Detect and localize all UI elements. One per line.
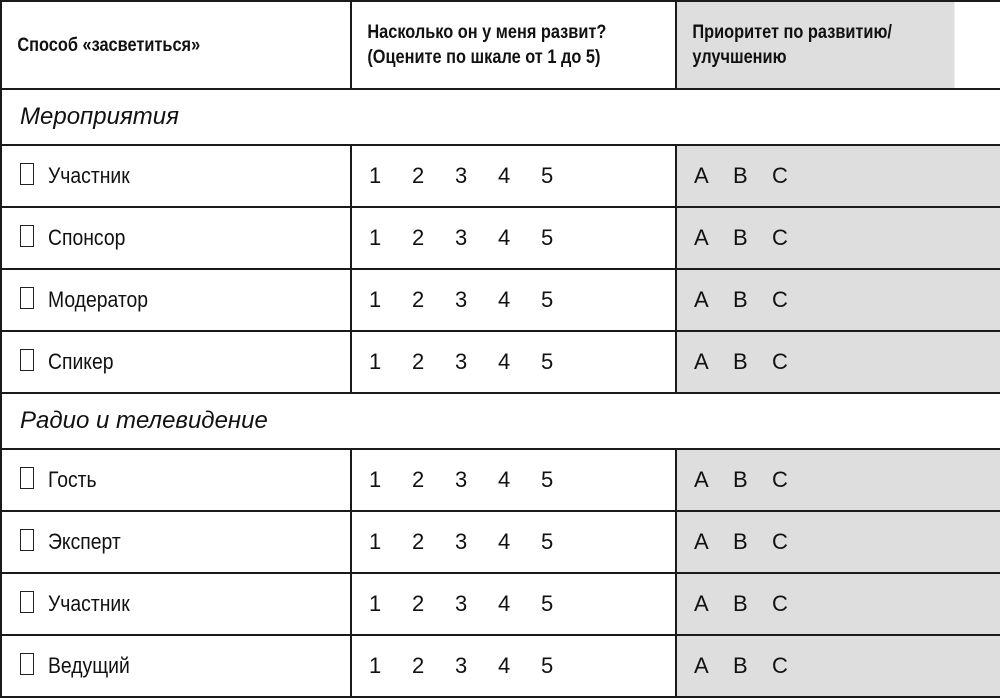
scale-option[interactable]: 2 [412,225,425,250]
priority-option[interactable]: C [772,591,788,616]
table-row [1,331,1000,393]
scale-option[interactable]: 4 [498,653,511,678]
role-cell [1,269,351,331]
scale-option[interactable]: 3 [455,467,468,492]
priority-option[interactable]: C [772,653,788,678]
scale-cell [351,269,676,331]
scale-option[interactable]: 1 [369,467,382,492]
priority-option[interactable]: B [733,591,748,616]
table-row [1,449,1000,511]
scale-option[interactable]: 4 [498,287,511,312]
scale-option[interactable]: 2 [412,163,425,188]
scale-option[interactable]: 3 [455,591,468,616]
scale-option[interactable]: 2 [412,287,425,312]
priority-options [677,349,1000,375]
role-cell [1,511,351,573]
scale-option[interactable]: 4 [498,467,511,492]
priority-cell [676,269,1000,331]
table-row [1,145,1000,207]
scale-option[interactable]: 3 [455,529,468,554]
scale-options [352,225,675,251]
priority-cell [676,207,1000,269]
role-cell [1,635,351,697]
priority-option[interactable]: A [694,225,709,250]
scale-cell [351,207,676,269]
priority-options [677,287,1000,313]
priority-options [677,529,1000,555]
scale-option[interactable]: 3 [455,349,468,374]
scale-option[interactable]: 3 [455,287,468,312]
priority-cell [676,573,1000,635]
scale-option[interactable]: 1 [369,653,382,678]
scale-option[interactable]: 5 [541,287,554,312]
header-level [351,1,631,89]
role-label: Ведущий [48,653,130,678]
scale-option[interactable]: 4 [498,225,511,250]
scale-options [352,653,675,679]
priority-option[interactable]: A [694,349,709,374]
priority-option[interactable]: A [694,653,709,678]
scale-option[interactable]: 1 [369,287,382,312]
scale-option[interactable]: 5 [541,225,554,250]
role-cell [1,145,351,207]
scale-option[interactable]: 5 [541,529,554,554]
priority-option[interactable]: C [772,529,788,554]
priority-option[interactable]: C [772,467,788,492]
priority-options [677,591,1000,617]
scale-cell [351,145,676,207]
scale-option[interactable]: 1 [369,591,382,616]
scale-option[interactable]: 1 [369,225,382,250]
role-label: Спикер [48,349,114,374]
priority-option[interactable]: B [733,225,748,250]
role-checkbox[interactable] [20,467,34,489]
scale-options [352,163,675,189]
section-row [1,89,1000,145]
role-label: Участник [48,163,130,188]
scale-option[interactable]: 5 [541,653,554,678]
role-label: Спонсор [48,225,126,250]
role-checkbox[interactable] [20,529,34,551]
priority-option[interactable]: B [733,653,748,678]
scale-cell [351,573,676,635]
scale-options [352,591,675,617]
role-checkbox[interactable] [20,591,34,613]
priority-option[interactable]: C [772,287,788,312]
priority-option[interactable]: B [733,349,748,374]
role-cell [1,207,351,269]
scale-option[interactable]: 2 [412,349,425,374]
header-priority-line2: улучшению [692,47,787,68]
scale-option[interactable]: 3 [455,225,468,250]
header-method: Способ «засветиться» [1,1,302,89]
scale-option[interactable]: 5 [541,591,554,616]
priority-cell [676,511,1000,573]
priority-cell [676,331,1000,393]
header-level-line2: (Оцените по шкале от 1 до 5) [367,47,601,68]
scale-option[interactable]: 2 [412,591,425,616]
scale-option[interactable]: 1 [369,349,382,374]
priority-option[interactable]: A [694,467,709,492]
role-checkbox[interactable] [20,225,34,247]
section-title: Радио и телевидение [1,393,1000,449]
priority-option[interactable]: B [733,529,748,554]
scale-option[interactable]: 4 [498,163,511,188]
section-title: Мероприятия [1,89,1000,145]
scale-option[interactable]: 5 [541,349,554,374]
priority-option[interactable]: C [772,163,788,188]
scale-cell [351,449,676,511]
header-priority [676,1,956,89]
priority-cell [676,449,1000,511]
priority-option[interactable]: A [694,287,709,312]
scale-option[interactable]: 4 [498,591,511,616]
priority-options [677,163,1000,189]
priority-option[interactable]: C [772,349,788,374]
scale-option[interactable]: 5 [541,467,554,492]
scale-option[interactable]: 4 [498,529,511,554]
role-checkbox[interactable] [20,287,34,309]
header-row [1,1,1000,89]
scale-option[interactable]: 1 [369,163,382,188]
scale-option[interactable]: 3 [455,163,468,188]
table-row [1,573,1000,635]
role-checkbox[interactable] [20,653,34,675]
scale-cell [351,511,676,573]
scale-cell [351,331,676,393]
scale-option[interactable]: 2 [412,529,425,554]
role-label: Участник [48,591,130,616]
role-cell [1,573,351,635]
table-row [1,269,1000,331]
scale-options [352,287,675,313]
scale-option[interactable]: 3 [455,653,468,678]
table-row [1,207,1000,269]
priority-option[interactable]: B [733,287,748,312]
priority-cell [676,145,1000,207]
priority-cell [676,635,1000,697]
role-label: Модератор [48,287,149,312]
header-priority-line1: Приоритет по развитию/ [692,22,892,43]
scale-cell [351,635,676,697]
scale-option[interactable]: 5 [541,163,554,188]
role-cell [1,449,351,511]
role-label: Гость [48,467,97,492]
scale-option[interactable]: 2 [412,653,425,678]
priority-option[interactable]: A [694,163,709,188]
scale-option[interactable]: 4 [498,349,511,374]
role-checkbox[interactable] [20,349,34,371]
priority-option[interactable]: A [694,591,709,616]
scale-options [352,349,675,375]
table-row [1,511,1000,573]
role-cell [1,331,351,393]
priority-option[interactable]: C [772,225,788,250]
priority-option[interactable]: B [733,467,748,492]
scale-option[interactable]: 2 [412,467,425,492]
role-label: Эксперт [48,529,121,554]
header-level-line1: Насколько он у меня развит? [367,22,607,43]
priority-options [677,225,1000,251]
table-row [1,635,1000,697]
scale-options [352,529,675,555]
priority-options [677,653,1000,679]
role-checkbox[interactable] [20,163,34,185]
section-row [1,393,1000,449]
scale-options [352,467,675,493]
priority-option[interactable]: A [694,529,709,554]
priority-options [677,467,1000,493]
priority-option[interactable]: B [733,163,748,188]
scale-option[interactable]: 1 [369,529,382,554]
